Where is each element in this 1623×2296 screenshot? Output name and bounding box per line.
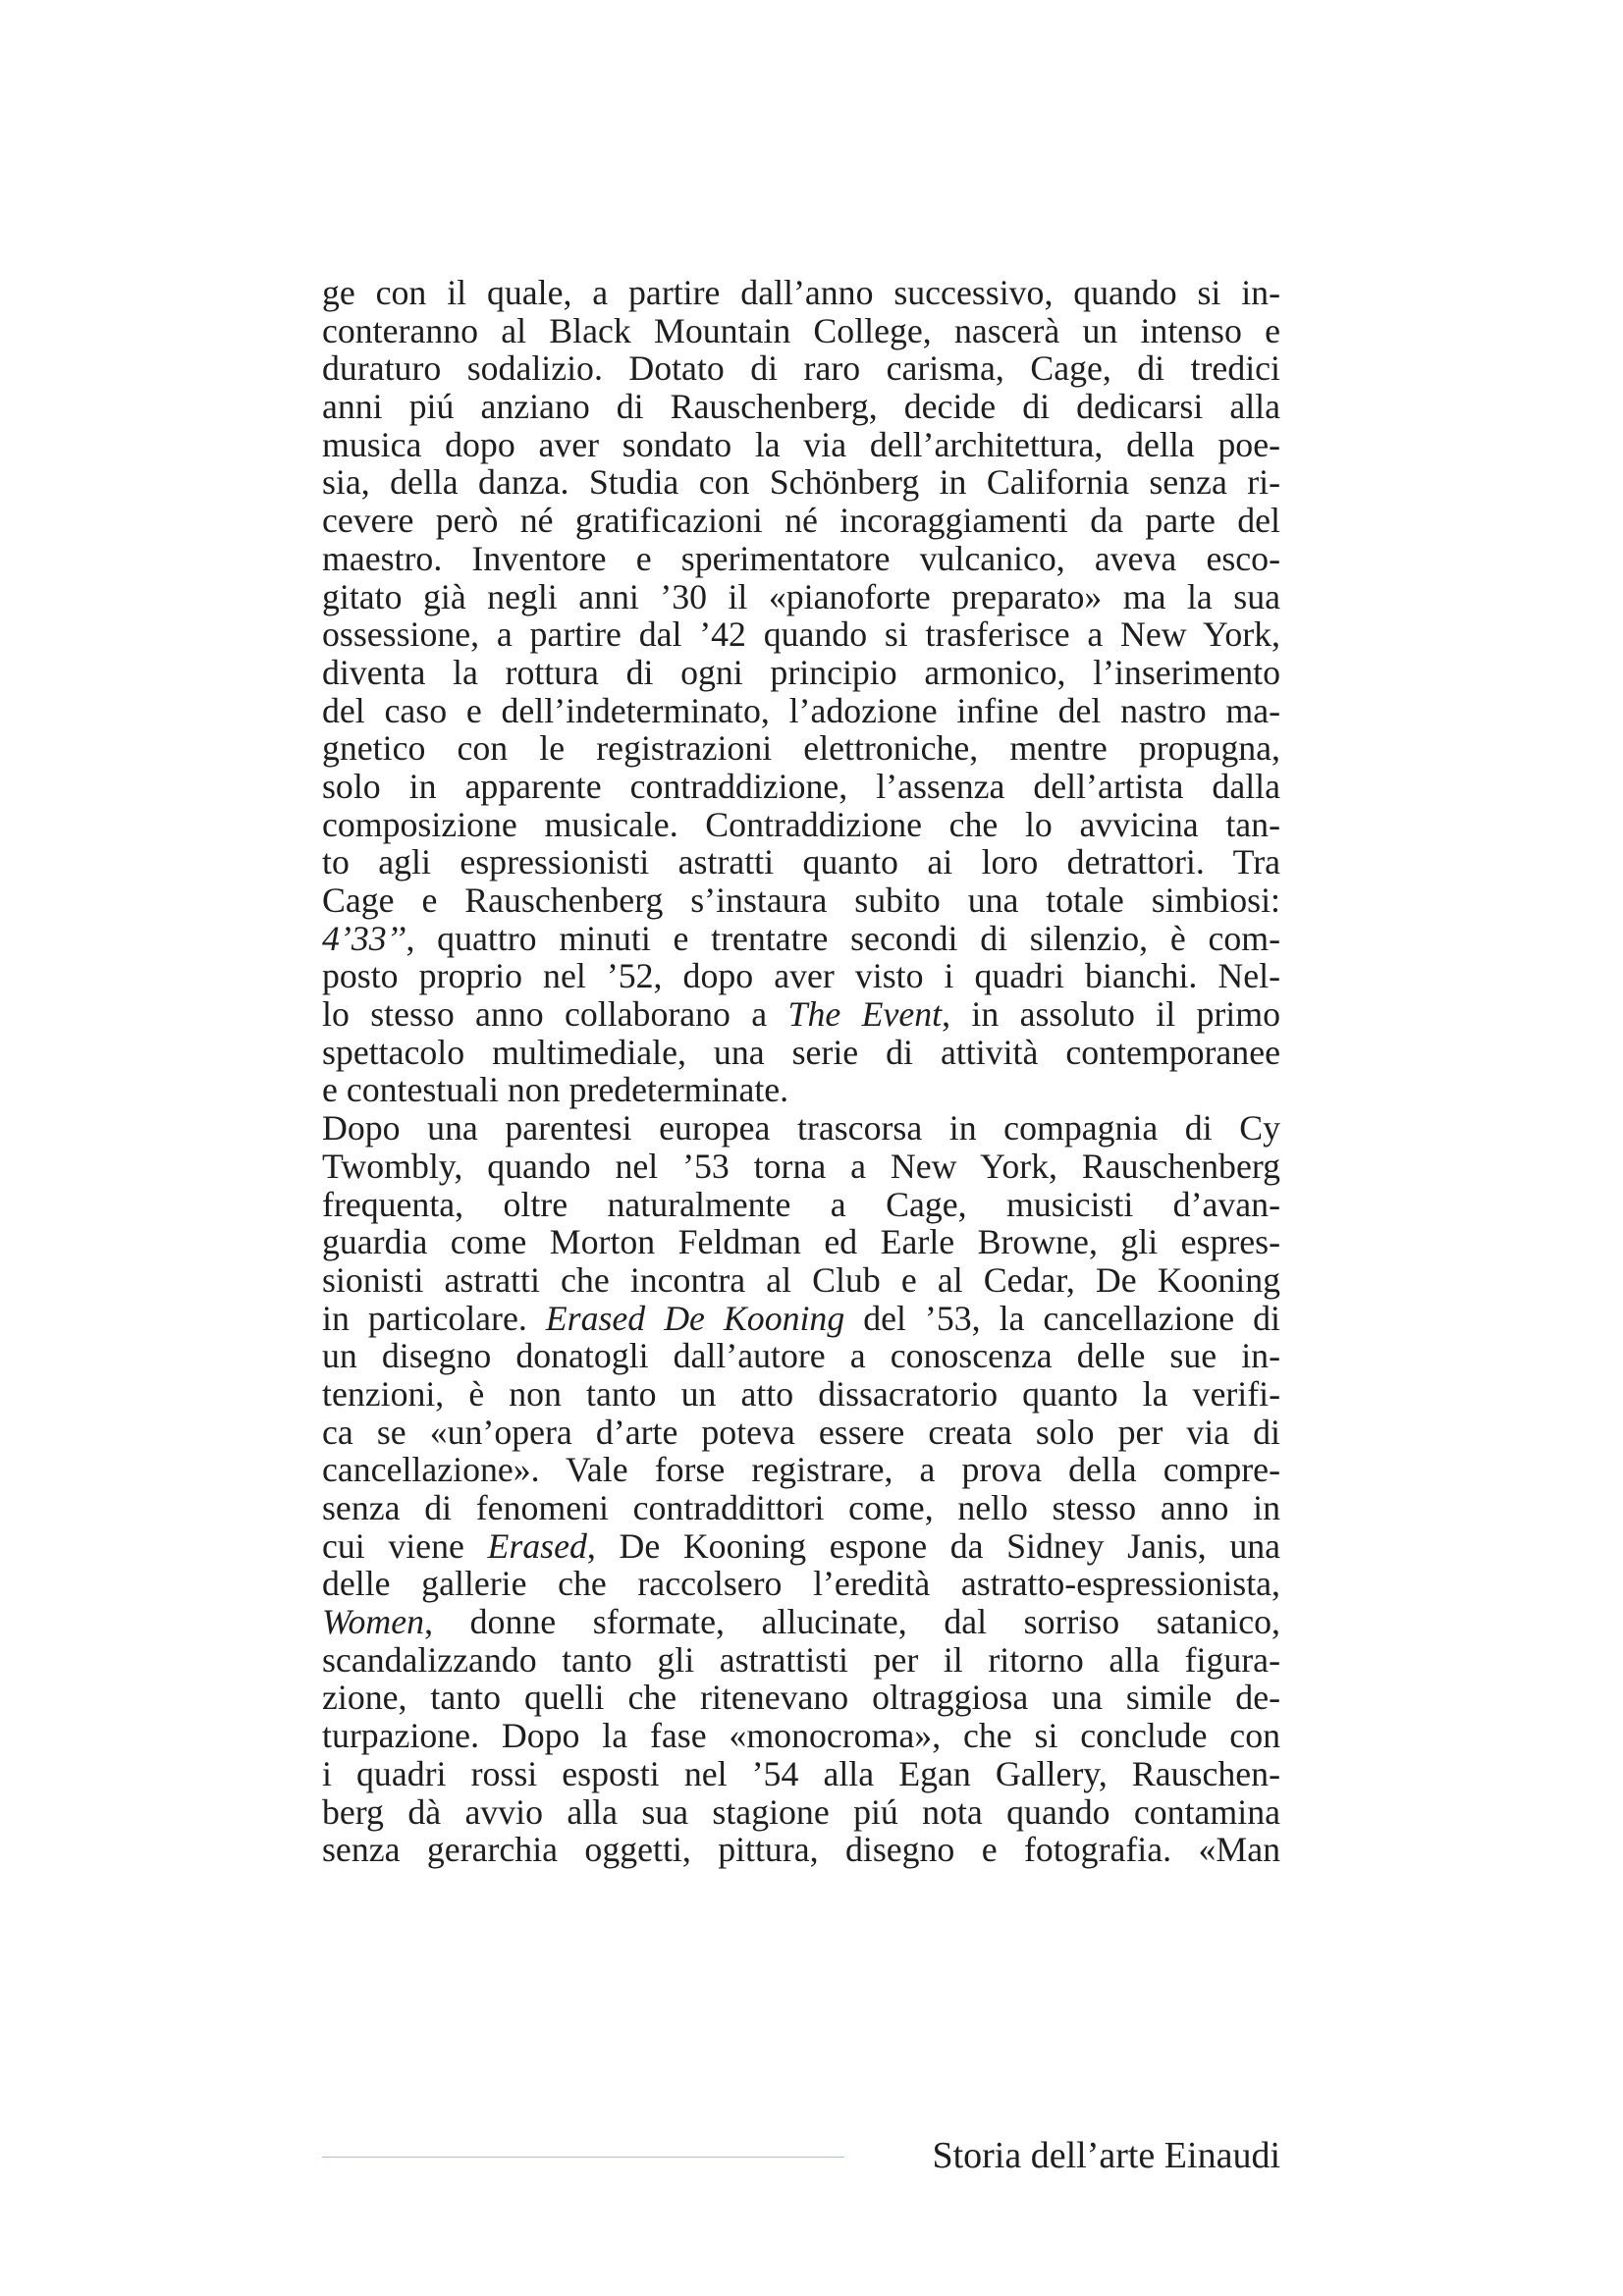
text-fragment: , donne sformate, allucinate, dal sorriso satanico, <box>424 1602 1280 1642</box>
text-line: del caso e dell’indeterminato, l’adozione infine del nastro ma- <box>322 690 1280 730</box>
text-line: ca se «un’opera d’arte poteva essere creata solo per via di <box>322 1412 1280 1452</box>
text-line: Cage e Rauschenberg s’instaura subito una totale simbiosi: <box>322 881 1280 920</box>
text-line <box>322 1527 1280 1566</box>
text-line: musica dopo aver sondato la via dell’architettura, della poe- <box>322 424 1280 464</box>
text-line: ossessione, a partire dal ’42 quando si trasferisce a New York, <box>322 614 1280 655</box>
text-fragment: lo stesso anno collaborano a <box>322 994 788 1035</box>
text-line: gnetico con le registrazioni elettroniche, mentre propugna, <box>322 728 1280 769</box>
text-line: duraturo sodalizio. Dotato di raro carisma, Cage, di tredici <box>322 348 1280 389</box>
text-line: e contestuali non predeterminate. <box>322 1070 789 1110</box>
text-line: tenzioni, è non tanto un atto dissacratorio quanto la verifi- <box>322 1373 1280 1414</box>
text-line: diventa la rottura di ogni principio armonico, l’inserimento <box>322 652 1280 692</box>
text-fragment: cui viene <box>322 1525 488 1566</box>
text-line: solo in apparente contraddizione, l’assenza dell’artista dalla <box>322 766 1280 806</box>
text-line: zione, tanto quelli che ritenevano oltraggiosa una simile de- <box>322 1678 1280 1718</box>
work-title-4-33: 4’33’’ <box>322 918 406 958</box>
footer-series-title: Storia dell’arte Einaudi <box>932 2135 1280 2176</box>
text-line <box>322 1300 1280 1338</box>
footer-rule <box>322 2157 844 2158</box>
text-line: sionisti astratti che incontra al Club e al Cedar, De Kooning <box>322 1259 1280 1300</box>
text-line: Twombly, quando nel ’53 torna a New York, Rauschenberg <box>322 1146 1280 1186</box>
work-title-women: Women <box>322 1602 425 1642</box>
text-line: turpazione. Dopo la fase «monocroma», che si conclude con <box>322 1716 1280 1756</box>
work-title-erased-de-kooning: Erased De Kooning <box>545 1298 845 1338</box>
text-line: maestro. Inventore e sperimentatore vulcanico, aveva esco- <box>322 538 1280 578</box>
text-line: gitato già negli anni ’30 il «pianoforte preparato» ma la sua <box>322 576 1280 616</box>
text-line: senza gerarchia oggetti, pittura, disegno e fotografia. «Man <box>322 1830 1280 1870</box>
text-fragment: , in assoluto il primo <box>942 994 1280 1035</box>
text-line: to agli espressionisti astratti quanto ai loro detrattori. Tra <box>322 842 1280 882</box>
text-line: un disegno donatogli dall’autore a conoscenza delle sue in- <box>322 1336 1280 1376</box>
text-line: Dopo una parentesi europea trascorsa in compagnia di Cy <box>322 1108 1280 1148</box>
work-title-erased: Erased <box>487 1525 587 1566</box>
text-line: conteranno al Black Mountain College, nascerà un intenso e <box>322 310 1280 350</box>
text-line: cevere però né gratificazioni né incoraggiamenti da parte del <box>322 501 1280 541</box>
body-text <box>322 274 1280 1869</box>
text-fragment: del ’53, la cancellazione di <box>844 1298 1280 1338</box>
text-line: composizione musicale. Contraddizione che lo avvicina tan- <box>322 804 1280 844</box>
text-line: ge con il quale, a partire dall’anno successivo, quando si in- <box>322 273 1280 312</box>
text-line: posto proprio nel ’52, dopo aver visto i quadri bianchi. Nel- <box>322 956 1280 996</box>
text-line <box>322 1603 1280 1641</box>
text-line: scandalizzando tanto gli astrattisti per il ritorno alla figura- <box>322 1639 1280 1680</box>
text-line: frequenta, oltre naturalmente a Cage, musicisti d’avan- <box>322 1184 1280 1224</box>
text-line: spettacolo multimediale, una serie di attività contemporanee <box>322 1032 1280 1072</box>
text-line <box>322 920 1280 958</box>
text-line: anni piú anziano di Rauschenberg, decide di dedicarsi alla <box>322 387 1280 427</box>
text-fragment: , De Kooning espone da Sidney Janis, una <box>586 1525 1281 1566</box>
text-line <box>322 995 1280 1034</box>
text-fragment: in particolare. <box>322 1298 546 1338</box>
text-line: cancellazione». Vale forse registrare, a prova della compre- <box>322 1450 1280 1490</box>
text-line: berg dà avvio alla sua stagione piú nota quando contamina <box>322 1791 1280 1832</box>
work-title-the-event: The Event <box>787 994 943 1035</box>
text-line: i quadri rossi esposti nel ’54 alla Egan Gallery, Rauschen- <box>322 1753 1280 1793</box>
text-line: senza di fenomeni contraddittori come, nello stesso anno in <box>322 1488 1280 1527</box>
text-line: guardia come Morton Feldman ed Earle Browne, gli espres- <box>322 1222 1280 1262</box>
text-fragment: , quattro minuti e trentatre secondi di silenzio, è com- <box>406 918 1280 958</box>
text-line: delle gallerie che raccolsero l’eredità astratto-espressionista, <box>322 1564 1280 1604</box>
text-line: sia, della danza. Studia con Schönberg in California senza ri- <box>322 462 1280 503</box>
